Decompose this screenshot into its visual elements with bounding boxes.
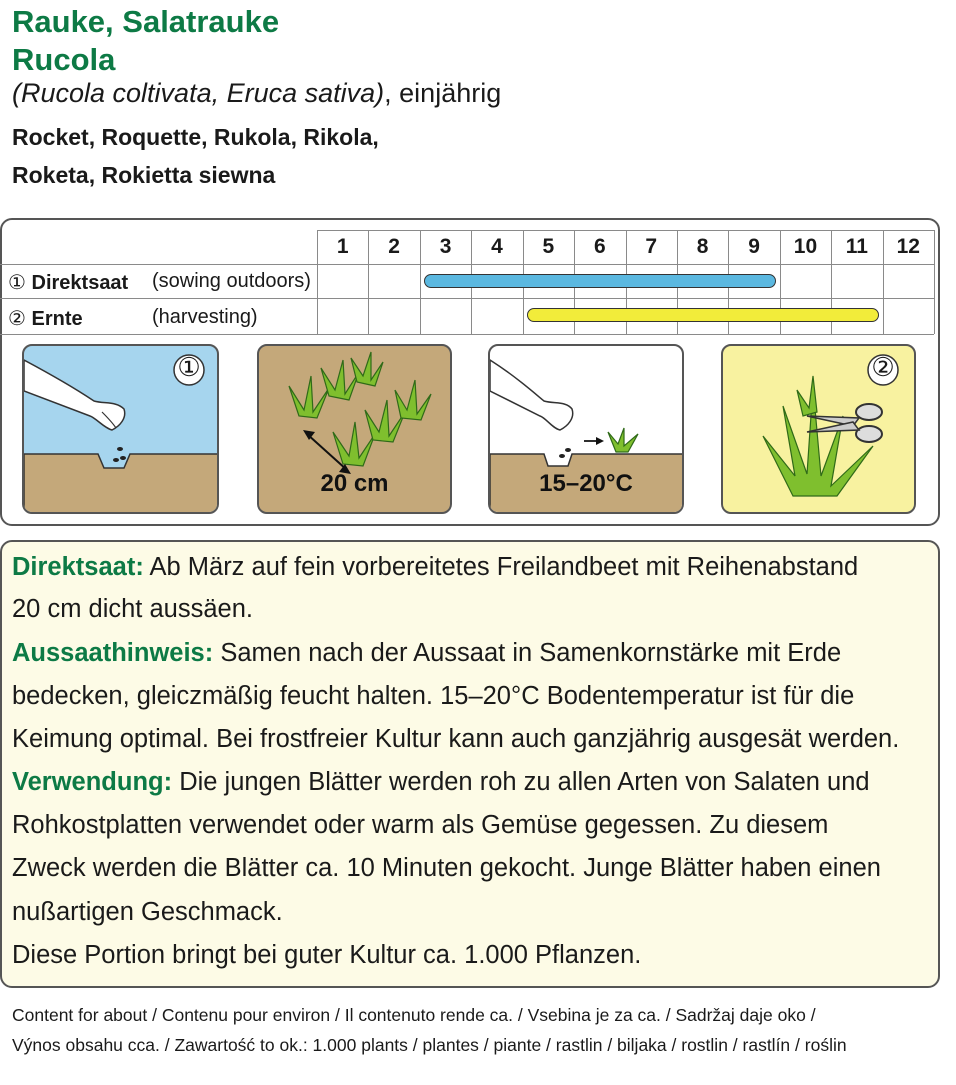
month-label: 9 xyxy=(748,235,760,258)
temperature-caption: 15–20°C xyxy=(539,470,633,497)
aussaat-heading: Aussaathinweis: xyxy=(12,639,214,667)
verwendung-line1 xyxy=(12,767,870,797)
aussaat-text: Samen nach der Aussaat in Samenkornstärke mit Erde xyxy=(213,639,842,667)
footer-line2: Výnos obsahu cca. / Zawartość to ok.: 1.000 plants / plantes / piante / rastlin / biljaka / rostlin / rastlín / roślin xyxy=(12,1035,847,1055)
direktsaat-heading: Direktsaat: xyxy=(12,553,144,581)
row-marker: ① xyxy=(8,272,26,294)
row-label: Ernte xyxy=(31,308,83,330)
month-label: 1 xyxy=(336,235,349,258)
aussaat-line1 xyxy=(12,638,841,668)
row-label-sowing xyxy=(8,270,311,295)
grid-line xyxy=(934,230,935,334)
illustration-harvest xyxy=(721,344,916,514)
verwendung-line4: nußartigen Geschmack. xyxy=(12,898,283,926)
title-german: Rauke, Salatrauke xyxy=(12,4,280,39)
grid-line xyxy=(0,264,934,265)
aussaat-line2: bedecken, gleiczmäßig feucht halten. 15–20°C Bodentemperatur ist für die xyxy=(12,682,855,710)
month-label: 10 xyxy=(793,235,818,258)
aussaat-line3: Keimung optimal. Bei frostfreier Kultur kann auch ganzjährig ausgesät werden. xyxy=(12,725,900,753)
annual-label: , einjährig xyxy=(384,78,502,108)
spacing-caption: 20 cm xyxy=(320,470,389,497)
month-label: 11 xyxy=(845,235,868,258)
step-badge-harvest: ② xyxy=(871,352,895,382)
grid-line xyxy=(0,298,934,299)
row-label-harvest xyxy=(8,306,258,331)
other-names-line1: Rocket, Roquette, Rukola, Rikola, xyxy=(12,124,379,150)
latin-name-line xyxy=(12,78,501,109)
month-label: 3 xyxy=(439,235,452,258)
row-label-en: (harvesting) xyxy=(152,306,258,328)
other-names-line2: Roketa, Rokietta siewna xyxy=(12,162,276,188)
illustration-germination xyxy=(488,344,684,514)
portion-line: Diese Portion bringt bei guter Kultur ca. 1.000 Pflanzen. xyxy=(12,941,642,969)
direktsaat-line1 xyxy=(12,552,858,582)
direktsaat-line2: 20 cm dicht aussäen. xyxy=(12,595,253,623)
row-label: Direktsaat xyxy=(31,272,129,294)
verwendung-heading: Verwendung: xyxy=(12,768,173,796)
harvest-period-bar xyxy=(527,308,879,322)
month-label: 12 xyxy=(896,235,920,258)
row-label-en: (sowing outdoors) xyxy=(152,270,311,292)
footer-line1: Content for about / Contenu pour environ / Il contenuto rende ca. / Vsebina je za ca. / Sadržaj daje oko / xyxy=(12,1005,816,1025)
sowing-period-bar xyxy=(424,274,776,288)
month-label: 7 xyxy=(645,235,658,258)
sowing-calendar xyxy=(0,230,934,334)
verwendung-line3: Zweck werden die Blätter ca. 10 Minuten gekocht. Junge Blätter haben einen xyxy=(12,854,881,882)
latin-name: (Rucola coltivata, Eruca sativa) xyxy=(12,78,385,108)
title-italian: Rucola xyxy=(12,42,116,77)
grid-line xyxy=(0,334,934,335)
month-label: 6 xyxy=(593,235,606,258)
direktsaat-text: Ab März auf fein vorbereitetes Freilandbeet mit Reihenabstand xyxy=(143,553,859,581)
row-marker: ② xyxy=(8,308,26,330)
verwendung-line2: Rohkostplatten verwendet oder warm als Gemüse gegessen. Zu diesem xyxy=(12,811,829,839)
month-label: 8 xyxy=(696,235,709,258)
illustration-sowing xyxy=(22,344,219,514)
step-badge-sowing: ① xyxy=(177,352,201,382)
month-label: 2 xyxy=(388,235,400,258)
illustration-spacing xyxy=(257,344,452,514)
month-label: 5 xyxy=(542,235,555,258)
verwendung-text: Die jungen Blätter werden roh zu allen Arten von Salaten und xyxy=(172,768,870,796)
month-label: 4 xyxy=(491,235,503,258)
